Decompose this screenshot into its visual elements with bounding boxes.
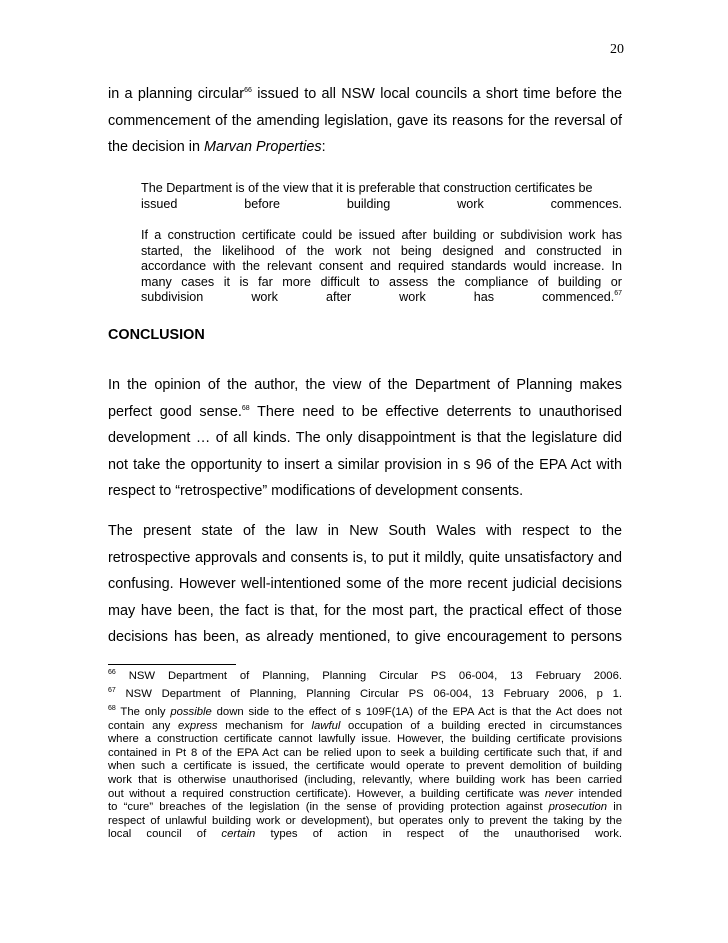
- body-line: In the opinion of the author, the view of the Department of Planning makes: [108, 377, 622, 393]
- case-name: Marvan Properties: [204, 139, 322, 155]
- body-line: not take the opportunity to insert a similar provision in s 96 of the EPA Act with: [108, 456, 622, 473]
- body-line: development … of all kinds. The only disappointment is that the legislature did: [108, 430, 622, 446]
- footnote-line: out without a required construction certificate). However, a building certificate was never intended: [108, 787, 623, 800]
- footnote-67: [108, 688, 622, 702]
- section-heading: CONCLUSION: [108, 327, 205, 343]
- quote-line: many cases it is far more difficult to assess the compliance of building or: [141, 274, 622, 289]
- intro-line-1: in a planning circular$^{66}$ issued to all NSW local councils a short time before the: [108, 86, 622, 102]
- quote-line: accordance with the relevant consent and required standards would increase. In: [141, 259, 622, 274]
- body-line: may have been, the fact is that, for the most part, the practical effect of those: [108, 602, 622, 619]
- quote-line: The Department is of the view that it is preferable that construction certificates be: [141, 181, 593, 195]
- footnote-line: local council of certain types of action in respect of the unauthorised work.: [108, 828, 622, 841]
- body-line: retrospective approvals and consents is, to put it mildly, quite unsatisfactory and: [108, 549, 622, 566]
- footnote-line: contained in Pt 8 of the EPA Act can be relied upon to seek a building certificate such that, if and: [108, 746, 622, 759]
- body-line: perfect good sense.$^{68}$ There need to be effective deterrents to unauthorised: [108, 403, 622, 420]
- quote-line: If a construction certificate could be issued after building or subdivision work has: [141, 228, 622, 242]
- block-quote-paragraph-1: [141, 181, 622, 212]
- page-number: 20: [610, 42, 624, 57]
- footnote-line: to “cure” breaches of the legislation (in the sense of providing protection against prosecution in: [108, 801, 622, 814]
- footnote-line: $^{67}$ NSW Department of Planning, Planning Circular PS 06-004, 13 February 2006, p 1.: [108, 687, 622, 700]
- body-line: decisions has been, as already mentioned, to give encouragement to persons: [108, 629, 622, 645]
- footnote-separator: [108, 664, 236, 665]
- block-quote-paragraph-2: [141, 228, 622, 306]
- footnote-line: when such a certificate is issued, the certificate would operate to prevent demolition of building: [108, 760, 622, 773]
- quote-line: issued before building work commences.: [141, 196, 622, 211]
- footnote-ref-68: 68: [241, 404, 250, 412]
- footnote-line: $^{66}$ NSW Department of Planning, Planning Circular PS 06-004, 13 February 2006.: [108, 669, 622, 682]
- intro-paragraph: [108, 81, 622, 161]
- footnote-66: [108, 670, 622, 684]
- footnote-line: work that is otherwise unauthorised (including, relevantly, where building work has been carried: [108, 773, 622, 786]
- quote-line: subdivision work after work has commenced.$^{67}$: [141, 290, 622, 305]
- body-line: respect to “retrospective” modifications of development consents.: [108, 483, 524, 499]
- footnote-line: respect of unlawful building work or development), but operates only to prevent the taking by the: [108, 814, 622, 827]
- intro-line-3: the decision in Marvan Properties:: [108, 139, 326, 155]
- quote-line: started, the likelihood of the work not being designed and constructed in: [141, 243, 622, 258]
- conclusion-paragraph-1: [108, 372, 622, 505]
- footnote-68: [108, 706, 622, 842]
- body-line: confusing. However well-intentioned some of the more recent judicial decisions: [108, 576, 622, 592]
- footnote-line: contain any express mechanism for lawful occupation of a building erected in circumstances: [108, 719, 623, 732]
- footnote-ref-66: 66: [244, 87, 252, 94]
- intro-line-2: commencement of the amending legislation, gave its reasons for the reversal of: [108, 112, 622, 129]
- footnote-line: where a construction certificate cannot lawfully issue. However, the building certificate provisions: [108, 733, 622, 746]
- footnote-ref-67: 67: [614, 290, 622, 298]
- conclusion-paragraph-2: [108, 518, 622, 651]
- footnote-line: $^{68}$ The only possible down side to the effect of s 109F(1A) of the EPA Act is that the Act does not: [108, 705, 623, 718]
- body-line: The present state of the law in New South Wales with respect to the: [108, 523, 622, 539]
